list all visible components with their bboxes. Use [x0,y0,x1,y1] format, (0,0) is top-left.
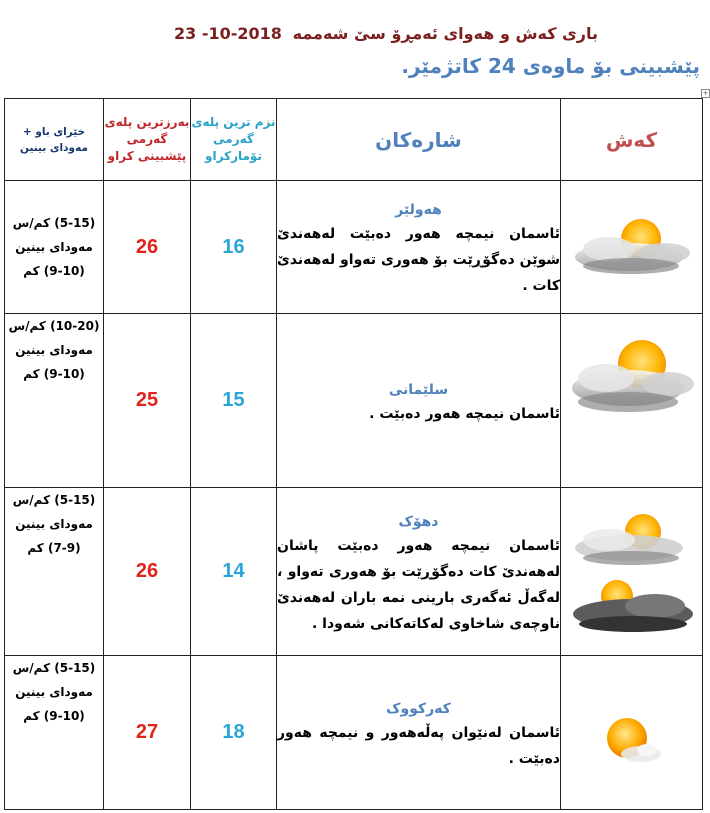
forecast-text: ئاسمان نیمچە هەور دەبێت لەهەندێ شوێن دەگۆڕێت بۆ هەوری تەواو لەهەندێ کات . [277,226,560,294]
partly-cloudy-sun-icon [569,211,695,283]
header-min-temp: نزم ترین پلەی گەرمی تۆمارکراو [191,99,277,181]
sky-cell [561,488,703,656]
city-forecast [277,314,561,488]
sun-small-cloud-icon [597,712,667,772]
min-temp: 16 [191,181,277,314]
city-name: کەرکووک [386,700,451,717]
max-temp: 26 [104,181,191,314]
forecast-text: ئاسمان نیمچە هەور دەبێت . [369,405,560,422]
min-temp: 18 [191,656,277,810]
max-temp: 25 [104,314,191,488]
max-temp: 26 [104,488,191,656]
wind-visibility: (5-15) کم/س مەودای بینین (9-10) کم [5,181,104,314]
sky-cell [561,314,703,488]
forecast-text: ئاسمان لەنێوان پەڵەهەور و نیمچە هەور دەبێت . [277,724,560,767]
title-text: باری کەش و هەوای ئەمڕۆ سێ شەممە [292,24,598,43]
header-cities: شارەکان [277,99,561,181]
table-row [5,656,703,810]
sky-cell [561,181,703,314]
table-header-row [5,99,703,181]
header-sky: کەش [561,99,703,181]
wind-visibility: (5-15) کم/س مەودای بینین (7-9) کم [5,488,104,656]
table-row [5,314,703,488]
city-name: دهۆک [398,513,439,530]
city-name: هەولێر [395,202,442,218]
header-wind: خێرای باو + مەودای بینین [5,99,104,181]
dark-cloud-sun-icon [567,574,697,636]
partly-cloudy-sun-icon [569,508,695,570]
city-forecast [277,181,561,314]
table-row [5,488,703,656]
wind-visibility: (5-15) کم/س مەودای بینین (9-10) کم [5,656,104,810]
table-move-handle-icon[interactable]: + [702,89,709,97]
city-name: سلێمانی [388,381,449,398]
wind-visibility: (10-20) کم/س مەودای بینین (9-10) کم [5,314,104,488]
min-temp: 14 [191,488,277,656]
max-temp: 27 [104,656,191,810]
city-forecast [277,656,561,810]
report-date: 23 -10-2018 [174,24,282,43]
min-temp: 15 [191,314,277,488]
forecast-text: ئاسمان نیمچە هەور دەبێت پاشان لەهەندێ کات دەگۆڕێت بۆ هەوری تەواو ، لەگەڵ ئەگەری بارینی نمە باران لەهەندێ ناوچەی شاخاوی لەکاتەکانی شەودا . [277,537,560,632]
header-max-temp: بەرزترین پلەی گەرمی پێشبینی کراو [104,99,191,181]
city-forecast [277,488,561,656]
table-row [5,181,703,314]
partly-cloudy-sun-icon [568,328,696,428]
forecast-subtitle: پێشبینی بۆ ماوەی 24 کاتژمێر. [401,54,700,78]
report-title [0,20,710,48]
weather-table [4,98,703,810]
sky-cell [561,656,703,810]
